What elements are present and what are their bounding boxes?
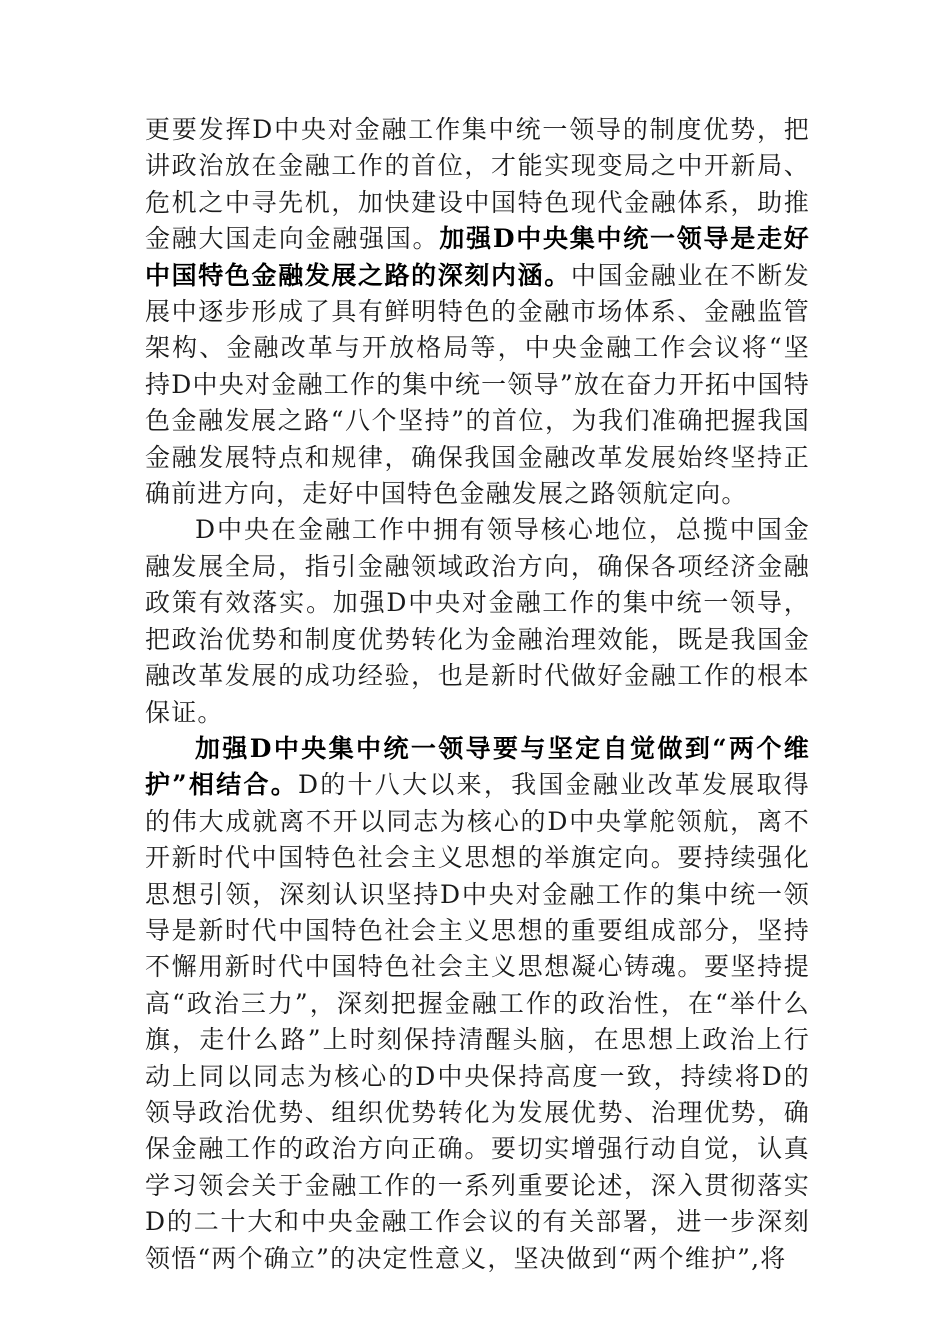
- paragraph-3-heading: 加强D中央集中统一领导要与坚定自觉做到“两个维护”相结合。: [145, 733, 810, 800]
- paragraph-2-text: D中央在金融工作中拥有领导核心地位，总揽中国金融发展全局，指引金融领域政治方向，确保各项经济金融政策有效落实。加强D中央对金融工作的集中统一领导，把政治优势和制度优势转化为金融治理效能，既是我国金融改革发展的成功经验，也是新时代做好金融工作的根本保证。: [145, 515, 810, 727]
- document-page: [145, 112, 810, 1277]
- paragraph-1-body: 中国金融业在不断发展中逐步形成了具有鲜明特色的金融市场体系、金融监管架构、金融改革与开放格局等，中央金融工作会议将“坚持D中央对金融工作的集中统一领导”放在奋力开拓中国特色金融发展之路“八个坚持”的首位，为我们准确把握我国金融发展特点和规律，确保我国金融改革发展始终坚持正确前进方向，走好中国特色金融发展之路领航定向。: [145, 260, 810, 509]
- paragraph-1-text: 更要发挥D中央对金融工作集中统一领导的制度优势，把讲政治放在金融工作的首位，才能实现变局之中开新局、危机之中寻先机，加快建设中国特色现代金融体系，助推金融大国走向金融强国。: [145, 115, 810, 254]
- paragraph-1: [145, 112, 810, 512]
- paragraph-3: [145, 731, 810, 1277]
- paragraph-2: [145, 512, 810, 730]
- paragraph-1-heading: 加强D中央集中统一领导是走好中国特色金融发展之路的深刻内涵。: [145, 224, 811, 290]
- paragraph-3-body: D的十八大以来，我国金融业改革发展取得的伟大成就离不开以同志为核心的D中央掌舵领航，离不开新时代中国特色社会主义思想的举旗定向。要持续强化思想引领，深刻认识坚持D中央对金融工作的集中统一领导是新时代中国特色社会主义思想的重要组成部分，坚持不懈用新时代中国特色社会主义思想凝心铸魂。要坚持提高“政治三力”，深刻把握金融工作的政治性，在“举什么旗，走什么路”上时刻保持清醒头脑，在思想上政治上行动上同以同志为核心的D中央保持高度一致，持续将D的领导政治优势、组织优势转化为发展优势、治理优势，确保金融工作的政治方向正确。要切实增强行动自觉，认真学习领会关于金融工作的一系列重要论述，深入贯彻落实D的二十大和中央金融工作会议的有关部署，进一步深刻领悟“两个确立”的决定性意义，坚决做到“两个维护”,将: [145, 770, 810, 1273]
